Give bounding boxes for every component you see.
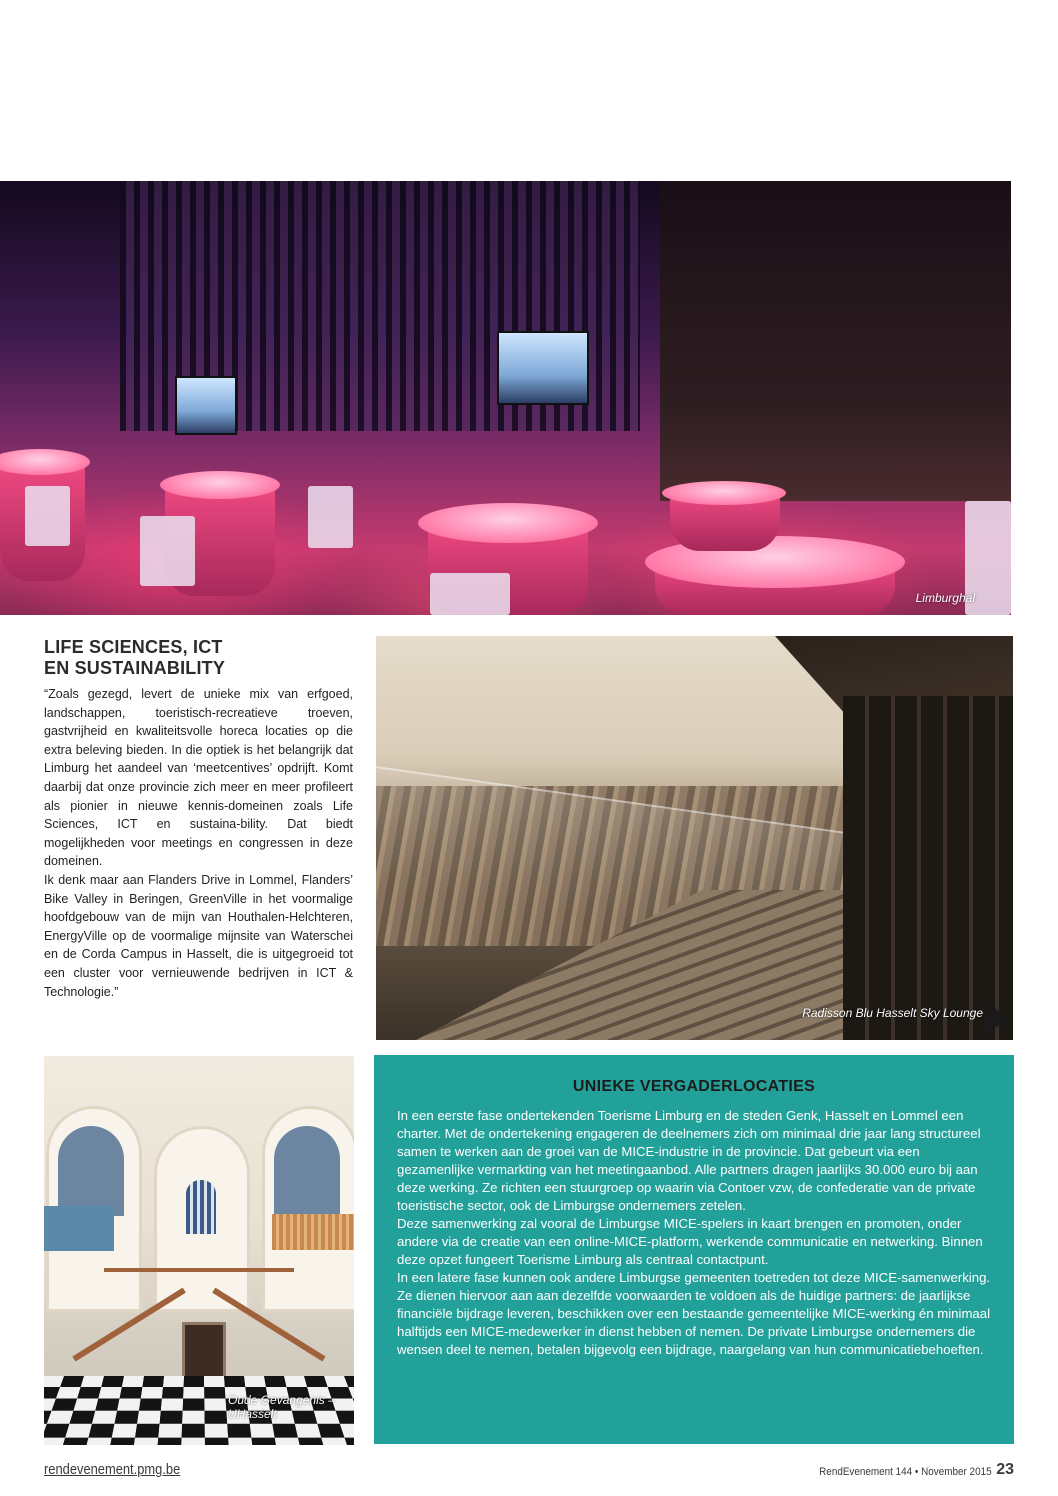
balcony xyxy=(44,1206,114,1251)
box-body xyxy=(397,1107,997,1359)
bar-stool xyxy=(25,486,70,546)
sidebar-box xyxy=(374,1055,1014,1444)
cocktail-table xyxy=(662,481,786,505)
box-paragraph: In een eerste fase ondertekenden Toerisme Limburg en de steden Genk, Hasselt en Lommel een charter. Met de ondertekening engageren de deelnemers zich om minimaal drie jaar lang structureel samen te werken aan de groei van de MICE-industrie in de provincie. Dat gebeurt via een gezamenlijke vermarkting van het meetingaanbod. Alle partners dragen jaarlijks 30.000 euro bij aan deze werking. Ze richten een stuurgroep op waarin via Contoer vzw, de confederatie van de private toeristische sector, ook de Limburgse ondernemers zetelen. xyxy=(397,1108,981,1213)
photo-caption: Limburghal xyxy=(915,591,975,605)
bar-stool xyxy=(430,573,510,615)
heading-line: LIFE SCIENCES, ICT xyxy=(44,637,223,657)
arch-shadow xyxy=(58,1126,124,1216)
caption-line: Oude Gevangenis – xyxy=(228,1393,335,1407)
article-heading xyxy=(44,637,364,679)
article-paragraph: Ik denk maar aan Flanders Drive in Lommel, Flanders’ Bike Valley in Beringen, GreenVille in het voormalige hoofdgebouw van de mijn van Houthalen-Helchteren, EnergyVille op de voormalige mijnsite van Waterschei en de Corda Campus in Hasselt, die is uitgegroeid tot een cluster voor vernieuwende bedrijven in ICT & Technologie.” xyxy=(44,872,353,999)
heading-line: EN SUSTAINABILITY xyxy=(44,658,226,678)
box-paragraph: Deze samenwerking zal vooral de Limburgse MICE-spelers in kaart brengen en promoten, onder andere via de creatie van een online-MICE-platform, werkende communicatie en netwerking. Binnen deze opzet fungeert Toerisme Limburg als centraal contactpunt. xyxy=(397,1216,983,1267)
photo-caption xyxy=(228,1393,335,1421)
arrow-right-icon xyxy=(985,1000,1007,1036)
bar-stool xyxy=(308,486,353,548)
staircase-landing xyxy=(104,1268,294,1272)
photo-caption: Radisson Blu Hasselt Sky Lounge xyxy=(802,1006,983,1020)
projection-screen xyxy=(497,331,589,405)
projection-screen xyxy=(175,376,237,435)
issue-info: RendEvenement 144 • November 2015 xyxy=(819,1466,992,1478)
box-paragraph: In een latere fase kunnen ook andere Limburgse gemeenten toetreden tot deze MICE-samenwerking. Ze dienen hiervoor aan aan dezelfde voorwaarden te voldoen als de huidige partners: de jaarlijkse financiële bijdrage leveren, beschikken over een bestaande gemeentelijke MICE-werking én minimaal halftijds een MICE-medewerker in dienst hebben of nemen. De private Limburgse ondernemers die wensen deel te nemen, betalen bijgevolg een bijdrage, naargelang van hun communicatiebehoeften. xyxy=(397,1270,991,1357)
article-paragraph: “Zoals gezegd, levert de unieke mix van erfgoed, landschappen, toeristisch-recreatieve troeven, gastvrijheid en kwaliteitsvolle horeca locaties op die extra beleving bieden. In die optiek is het belangrijk dat Limburg het aandeel van ‘meetcentives’ opdrijft. Komt daarbij dat onze provincie zich meer en meer profileert als pionier in nieuwe kennis-domeinen zoals Life Sciences, ICT en sustaina-bility. Dat biedt mogelijkheden voor meetings en congressen in deze domeinen. xyxy=(44,687,353,869)
arch-shadow xyxy=(274,1126,340,1216)
cocktail-table xyxy=(160,471,280,499)
photo-limburghal xyxy=(0,181,1011,615)
page-number: 23 xyxy=(996,1461,1014,1478)
window xyxy=(186,1180,216,1234)
article-body xyxy=(44,685,353,1001)
balcony xyxy=(272,1214,354,1250)
photo-sky-lounge xyxy=(376,636,1013,1040)
glass-facade xyxy=(843,696,1013,1040)
box-title: UNIEKE VERGADERLOCATIES xyxy=(572,1078,816,1095)
photo-oude-gevangenis xyxy=(44,1056,354,1445)
website-link[interactable]: rendevenement.pmg.be xyxy=(44,1461,181,1478)
caption-line: UHasselt xyxy=(228,1407,277,1421)
bar-stool xyxy=(140,516,195,586)
stage-curtain xyxy=(660,181,1011,501)
cocktail-table xyxy=(418,503,598,543)
